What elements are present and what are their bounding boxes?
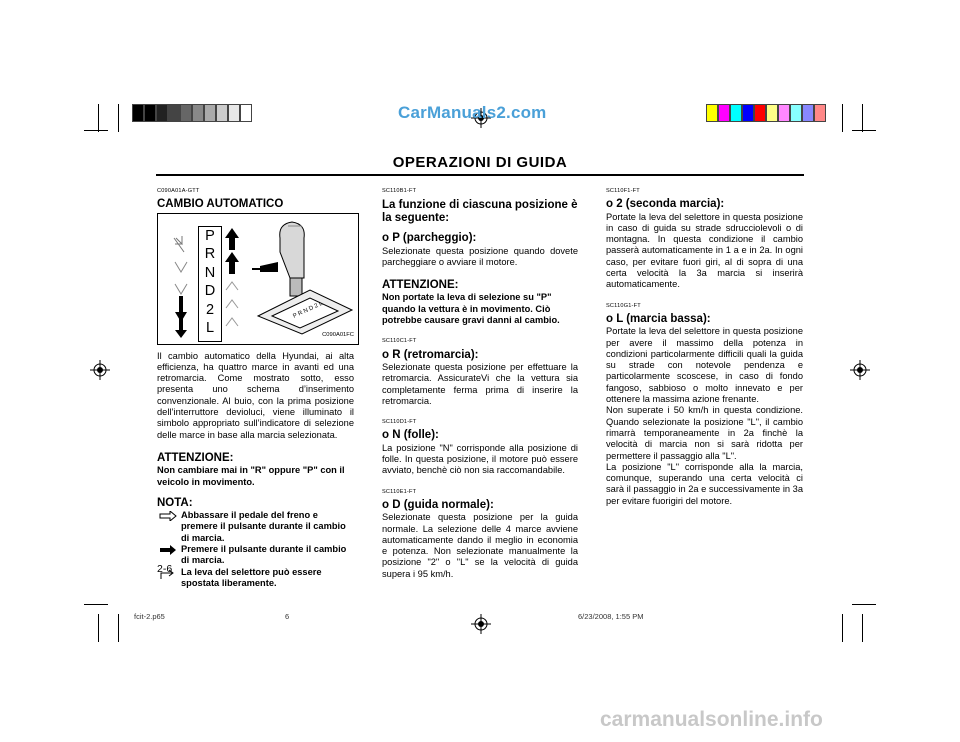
crop-mark — [84, 604, 108, 605]
color-bar — [706, 104, 826, 122]
gear-p: P — [205, 227, 215, 244]
section-code: SC110E1-FT — [382, 488, 417, 495]
column-3 — [606, 186, 803, 507]
warning-title: ATTENZIONE: — [382, 279, 459, 292]
footer-page: 6 — [285, 612, 290, 621]
column-1 — [157, 186, 354, 589]
warning-text: Non portate la leva di selezione su "P" quando la vettura è in movimento. Ciò potrebbe causare gravi danni al cambio. — [382, 292, 560, 326]
gear-r: R — [204, 246, 216, 263]
crop-mark — [842, 104, 843, 132]
crop-mark — [852, 604, 876, 605]
crop-mark — [98, 104, 99, 132]
gear-n: N — [204, 264, 216, 281]
position-n-title: o N (folle): — [382, 429, 439, 442]
position-p-text: Selezionate questa posizione quando dovete parcheggiare o avviare il motore. — [382, 245, 578, 267]
shift-lever-icon — [250, 218, 354, 336]
nota-item — [157, 567, 354, 590]
nota-item — [157, 510, 354, 544]
crop-mark — [98, 614, 99, 642]
section-code: SC110C1-FT — [382, 338, 417, 345]
registration-mark — [850, 360, 870, 380]
warning-title: ATTENZIONE: — [157, 451, 234, 464]
position-r-text: Selezionate questa posizione per effettuare la retromarcia. AssicurateVi che la vettura sia completamente ferma prima di inserire la retromarcia. — [382, 361, 578, 406]
crop-mark — [118, 614, 119, 642]
page-number: 2-6 — [157, 563, 173, 575]
header-rule — [156, 174, 804, 176]
position-p-title: o P (parcheggio): — [382, 232, 477, 245]
nota-title: NOTA: — [157, 496, 193, 509]
crop-mark — [862, 104, 863, 132]
position-l-text: Portate la leva del selettore in questa posizione per avere il massimo della potenza in condizioni particolarmente difficili quali la guida su strade con notevole pendenza e particolarmente scoscese, in caso di fondo fangoso, sabbioso o molto innevato e per ottenere la massima azione frenante. — [606, 326, 803, 405]
position-l-title: o L (marcia bassa): — [606, 312, 711, 325]
warning-text: Non cambiare mai in "R" oppure "P" con il veicolo in movimento. — [157, 465, 345, 487]
position-d-text: Selezionate questa posizione per la guida normale. La selezione delle 4 marce avviene automaticamente dando il meglio in economia e potenza. Non selezionate manualmente la posizione "2" o "L" se la velocità di guida supera i 95 km/h. — [382, 512, 578, 579]
section-code: SC110G1-FT — [606, 302, 641, 309]
nota-item — [157, 544, 354, 567]
section-code: SC110F1-FT — [606, 188, 640, 194]
solid-arrow-icon — [159, 545, 177, 555]
grayscale-bar — [132, 104, 252, 122]
crop-mark — [84, 130, 108, 131]
position-d-title: o D (guida normale): — [382, 498, 494, 511]
svg-text:P R N D 2 L: P R N D 2 L — [292, 300, 324, 320]
section-code: SC110B1-FT — [382, 188, 417, 194]
gear-d: D — [204, 283, 216, 300]
registration-mark — [90, 360, 110, 380]
footer-file: fcit-2.p65 — [134, 612, 165, 621]
crop-mark — [862, 614, 863, 642]
footer-date: 6/23/2008, 1:55 PM — [578, 612, 644, 621]
position-n-text: La posizione "N" corrisponde alla posizione di folle. In questa posizione, il motore può essere avviato, benchè ciò non sia raccomandabile. — [382, 442, 578, 476]
column-2 — [382, 186, 578, 580]
position-r-title: o R (retromarcia): — [382, 348, 479, 361]
shift-arrow-icons — [224, 228, 240, 328]
position-l-text: La posizione "L" corrisponde alla la marcia, comunque, superando una certa velocità ci sarà il passaggio in 2a e successivamente in 3a per evitare fuorigiri del motore. — [606, 461, 803, 506]
crop-mark — [852, 130, 876, 131]
crop-mark — [118, 104, 119, 132]
position-l-text: Non superate i 50 km/h in questa condizione. Quando selezionate la posizione "L", il cambio rimarrà temporaneamente in 2a finchè la velocità di marcia non si sarà ridotta per permettere il passaggio alla "L". — [606, 405, 803, 461]
gear-l: L — [205, 320, 215, 337]
section-code: C090A01A-GTT — [157, 188, 200, 194]
registration-mark — [471, 614, 491, 634]
section-heading: CAMBIO AUTOMATICO — [157, 198, 284, 211]
position-2-title: o 2 (seconda marcia): — [606, 198, 725, 211]
gear-2: 2 — [205, 301, 215, 318]
nota-item-text: Abbassare il pedale del freno e premere il pulsante durante il cambio di marcia. — [181, 510, 346, 543]
watermark-top[interactable]: CarManuals2.com — [398, 103, 547, 122]
outline-arrow-icon — [159, 511, 177, 521]
gear-position-indicator — [198, 226, 222, 342]
nota-item-text: Premere il pulsante durante il cambio di marcia. — [181, 544, 347, 566]
crop-mark — [842, 614, 843, 642]
arrow-legend-icons — [172, 234, 190, 338]
gear-selector-figure — [157, 213, 359, 345]
figure-code: C090A01FC — [322, 332, 354, 339]
nota-item-text: La leva del selettore può essere spostata liberamente. — [181, 566, 322, 588]
page-title: OPERAZIONI DI GUIDA — [392, 154, 568, 171]
section-code: SC110D1-FT — [382, 419, 417, 426]
section-heading: La funzione di ciascuna posizione è la seguente: — [382, 199, 578, 225]
watermark-bottom[interactable]: carmanualsonline.info — [600, 708, 823, 731]
position-2-text: Portate la leva del selettore in questa posizione in caso di guida su strade sdrucciolevoli o di montagna. In questa condizione il cambio passerà automaticamente in 1 a e in 2a. In ogni caso, per evitare fuori giri, al di sopra di una certa velocità la 3a marcia si inserirà automaticamente. — [606, 211, 803, 290]
intro-paragraph: Il cambio automatico della Hyundai, ai alta efficienza, ha quattro marce in avanti ed una retromarcia. Come mostrato sotto, esso presenta uno schema d’inserimento convenzionale. Al buio, con la prima posizione dell’interruttore devioluci, viene illuminato il simbolo appropriato sull’indicatore di selezione delle marce in base alla marcia selezionata. — [157, 350, 354, 440]
